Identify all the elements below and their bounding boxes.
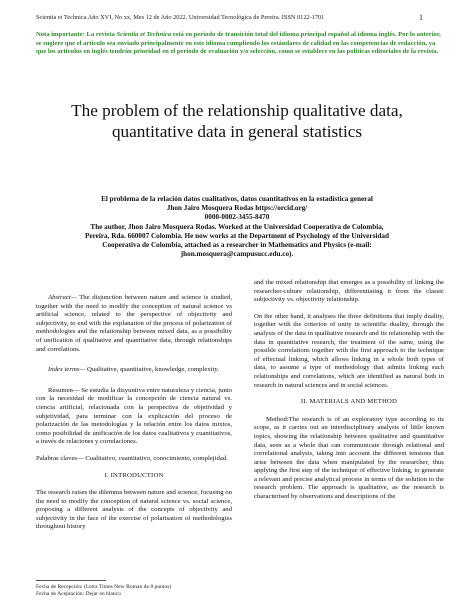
palabras-claves: Palabras claves— Cualitativo, cuantitativo, conocimiento, complejidad. — [36, 454, 228, 462]
important-notice — [36, 31, 442, 57]
paper-title — [30, 100, 444, 142]
author-affiliation — [40, 195, 434, 259]
author-orcid: Jhon Jairo Mosquera Rodas https://orcid.org/ — [166, 204, 308, 213]
notice-rest: está en periodo de transición total del idioma principal español al idioma inglés. Por lo anterior, se sugiere que el artículo sea enviado principalmente en este idioma cumpliendo los estándares de calidad en las competencias de redacción, ya que los artículos en inglés tendrán prioridad en el periodo de evaluación y/o selección, como se establece en las políticas editoriales de la revista. — [36, 31, 441, 56]
affiliation-line-2: Pereira, Rda. 660007 Colombia. He now works at the Department of Psychology of the Universidad — [85, 231, 389, 240]
affiliation-line-3: Cooperativa de Colombia, attached as a researcher in Mathematics and Physics (e-mail: — [102, 241, 372, 250]
spanish-title: El problema de la relación datos cualitativos, datos cuantitativos en la estadística general — [101, 195, 373, 203]
section-heading-introduction: I. INTRODUCTION — [104, 471, 164, 479]
footer-rule — [36, 580, 106, 581]
footer-dates — [36, 584, 256, 598]
notice-lead: Nota importante: La revista — [36, 31, 117, 38]
introduction-text: The research raises the dilemma between nature and science, focusing on the need to modify the conception of natural science vs. social science, proposing a different analysis of the concepts of objectivity and subjectivity in the face of the exercise of polarisation of methodologies throughout history — [36, 489, 232, 531]
method-paragraph: Method:The research is of an exploratory type according to its scope, as it carries out an interdisciplinary analysis of little known topics, showing the relationship between qualitative and quantitative data, seen as a whole that can communicate through relational and correlational analysis, taking into account the different tensions that arise between the data when manipulated by the researcher, thus applying the first step of the technique of effective linking, to generate a relevant and precise analytical process in terms of the solution to the research problem. The approach is qualitative, as the research is characterised by observations and descriptions of the — [254, 415, 444, 501]
orcid-id: 0000-0002-3455-8470 — [204, 213, 270, 222]
abstract-text: The disjunction between nature and science is studied, together with the need to modify the conception of natural science vs artificial science, related to the perspective of objectivity and subjectivity, to end with the explanation of the process of polarization of methodologies and the relationship between mixed data, as a possibility of unification of qualitative and quantitative data, through relationships and correlations. — [36, 294, 232, 353]
abstract — [36, 294, 232, 354]
running-header: Scientia et Technica Año XVI, No xx, Mes 12 de Año 2022. Universidad Tecnológica de Pereira. ISSN 0122-1701 — [36, 14, 325, 21]
index-terms-text: Qualitative, quantitative, knowledge, complexity. — [85, 366, 219, 374]
left-column — [36, 294, 232, 540]
section-heading-materials-method: II. MATERIALS AND METHOD — [300, 398, 398, 406]
acceptance-date: Fecha de Aceptación: Dejar en blanco — [36, 591, 121, 598]
reception-date: Fecha de Recepción: (Letra Times New Roman de 8 puntos) — [36, 584, 172, 590]
notice-journal: Scientia et Technica — [116, 31, 172, 38]
page-number: 1 — [419, 13, 423, 22]
title-line-1: The problem of the relationship qualitative data, — [71, 101, 403, 120]
index-terms-label: Index terms— — [48, 366, 86, 374]
abstract-label: Abstract— — [48, 294, 77, 301]
title-line-2: quantitative data in general statistics — [111, 122, 363, 141]
resumen: Resumen— Se estudia la disyuntiva entre naturaleza y ciencia, junto con la necesidad de modificar la concepción de ciencia natural vs. ciencia artificial, relacionada con la perspectiva de objetividad y subjetividad, para terminar con la explicación del proceso de polarización de las metodologías y la relación entre los datos mixtos, como posibilidad de unificación de los datos cualitativos y cuantitativos, a través de relaciones y correlaciones. — [36, 386, 232, 446]
author-email: jhon.mosquera@campusucc.edu.co). — [180, 250, 294, 259]
continued-paragraph: and the mixed relationship that emerges as a possibility of linking the researcher-culture relationship, differentiating it from the classic subjectivity vs. objectivity relationship. — [254, 279, 444, 304]
right-column — [254, 279, 444, 510]
analysis-paragraph: On the other hand, it analyses the three definitions that imply duality, together with the criterion of unity in scientific duality, through the analysis of the data in qualitative research and its relationship with the data in quantitative research, the treatment of the same, using the possible correlations together with the first approach to the technique of effectual linking, which allows linking in a whole both types of data, to assume a type of methodology that admits linking such relationships and correlations, which are identified as natural both in research in natural sciences and in social sciences. — [254, 312, 444, 389]
index-terms — [36, 366, 232, 375]
affiliation-line-1: The author, Jhon Jairo Mosquera Rodas. Worked at the Universidad Cooperativa de Colombia, — [90, 222, 384, 231]
